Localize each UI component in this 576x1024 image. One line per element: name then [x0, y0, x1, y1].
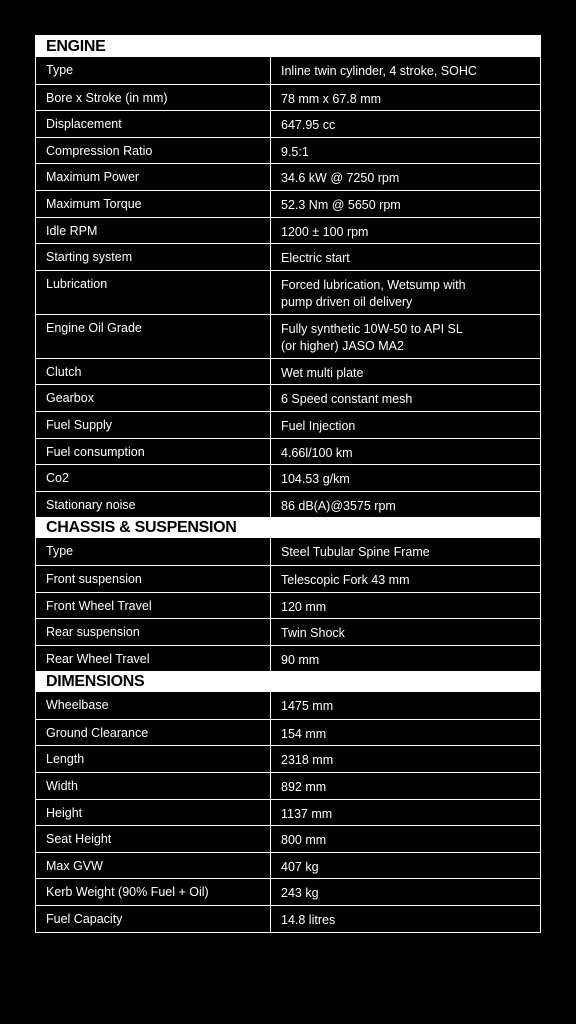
table-row: [36, 110, 540, 137]
spec-label: Gearbox: [36, 385, 271, 411]
section-header-dimensions: DIMENSIONS: [36, 671, 540, 692]
section-dimensions: [36, 692, 540, 931]
table-row: [36, 84, 540, 111]
spec-value: 1137 mm: [281, 806, 333, 821]
spec-label: Type: [36, 57, 271, 84]
table-row: [36, 852, 540, 879]
spec-label: Displacement: [36, 111, 271, 137]
spec-value: 34.6 kW @ 7250 rpm: [281, 171, 400, 186]
table-row: [36, 878, 540, 905]
spec-label: Starting system: [36, 244, 271, 270]
table-row: [36, 411, 540, 438]
table-row: [36, 719, 540, 746]
spec-value: 243 kg: [281, 886, 319, 901]
section-header-chassis-suspension: CHASSIS & SUSPENSION: [36, 517, 540, 538]
table-row: [36, 384, 540, 411]
spec-value: 104.53 g/km: [281, 472, 350, 487]
table-row: [36, 217, 540, 244]
spec-label: Lubrication: [36, 271, 271, 314]
table-row: [36, 57, 540, 84]
table-row: [36, 645, 540, 672]
section-engine: [36, 57, 540, 517]
spec-value: 4.66l/100 km: [281, 445, 353, 460]
spec-label: Ground Clearance: [36, 720, 271, 746]
spec-label: Compression Ratio: [36, 138, 271, 164]
spec-value: 407 kg: [281, 859, 319, 874]
spec-table: [35, 35, 541, 933]
spec-value: 892 mm: [281, 780, 327, 795]
spec-value: 6 Speed constant mesh: [281, 392, 413, 407]
spec-label: Fuel consumption: [36, 439, 271, 465]
table-row: [36, 905, 540, 932]
spec-label: Front suspension: [36, 566, 271, 592]
spec-value: 86 dB(A)@3575 rpm: [281, 498, 396, 513]
spec-label: Front Wheel Travel: [36, 593, 271, 619]
spec-label: Type: [36, 538, 271, 565]
spec-value: Telescopic Fork 43 mm: [281, 572, 410, 587]
spec-label: Maximum Power: [36, 164, 271, 190]
spec-label: Fuel Supply: [36, 412, 271, 438]
spec-label: Wheelbase: [36, 692, 271, 719]
spec-label: Maximum Torque: [36, 191, 271, 217]
table-row: [36, 565, 540, 592]
section-header-engine: ENGINE: [36, 36, 540, 57]
spec-value: 90 mm: [281, 652, 320, 667]
table-row: [36, 799, 540, 826]
table-row: [36, 692, 540, 719]
table-row: [36, 618, 540, 645]
spec-label: Width: [36, 773, 271, 799]
table-row: [36, 745, 540, 772]
spec-label: Rear Wheel Travel: [36, 646, 271, 672]
table-row: [36, 491, 540, 518]
spec-label: Max GVW: [36, 853, 271, 879]
table-row: [36, 163, 540, 190]
spec-value: 154 mm: [281, 726, 327, 741]
spec-label: Kerb Weight (90% Fuel + Oil): [36, 879, 271, 905]
table-row: [36, 592, 540, 619]
spec-label: Clutch: [36, 359, 271, 385]
spec-value: 120 mm: [281, 599, 327, 614]
spec-value: Twin Shock: [281, 626, 345, 641]
spec-value: 9.5:1: [281, 144, 309, 159]
table-row: [36, 772, 540, 799]
spec-label: Idle RPM: [36, 218, 271, 244]
spec-value: Inline twin cylinder, 4 stroke, SOHC: [281, 64, 477, 78]
spec-value: 1475 mm: [281, 699, 334, 714]
spec-value: 2318 mm: [281, 753, 334, 768]
spec-label: Bore x Stroke (in mm): [36, 85, 271, 111]
table-row: [36, 137, 540, 164]
spec-value: Forced lubrication, Wetsump with pump driven oil delivery: [281, 277, 466, 309]
spec-label: Co2: [36, 465, 271, 491]
spec-label: Engine Oil Grade: [36, 315, 271, 358]
table-row: [36, 358, 540, 385]
section-chassis-suspension: [36, 538, 540, 671]
spec-value: 14.8 litres: [281, 913, 336, 928]
spec-value: 78 mm x 67.8 mm: [281, 91, 382, 106]
spec-label: Length: [36, 746, 271, 772]
spec-label: Fuel Capacity: [36, 906, 271, 932]
table-row: [36, 243, 540, 270]
table-row: [36, 438, 540, 465]
spec-label: Stationary noise: [36, 492, 271, 518]
spec-value: Wet multi plate: [281, 365, 364, 380]
spec-value: 52.3 Nm @ 5650 rpm: [281, 197, 401, 212]
table-row: [36, 825, 540, 852]
table-row: [36, 538, 540, 565]
table-row: [36, 270, 540, 314]
spec-label: Rear suspension: [36, 619, 271, 645]
spec-label: Height: [36, 800, 271, 826]
spec-value: 1200 ± 100 rpm: [281, 224, 369, 239]
table-row: [36, 190, 540, 217]
spec-value: 647.95 cc: [281, 118, 336, 133]
spec-value: Electric start: [281, 251, 350, 266]
table-row: [36, 314, 540, 358]
spec-label: Seat Height: [36, 826, 271, 852]
spec-value: Fuel Injection: [281, 418, 356, 433]
spec-value: Steel Tubular Spine Frame: [281, 545, 430, 560]
spec-value: Fully synthetic 10W-50 to API SL (or higher) JASO MA2: [281, 321, 463, 353]
table-row: [36, 464, 540, 491]
spec-value: 800 mm: [281, 833, 327, 848]
